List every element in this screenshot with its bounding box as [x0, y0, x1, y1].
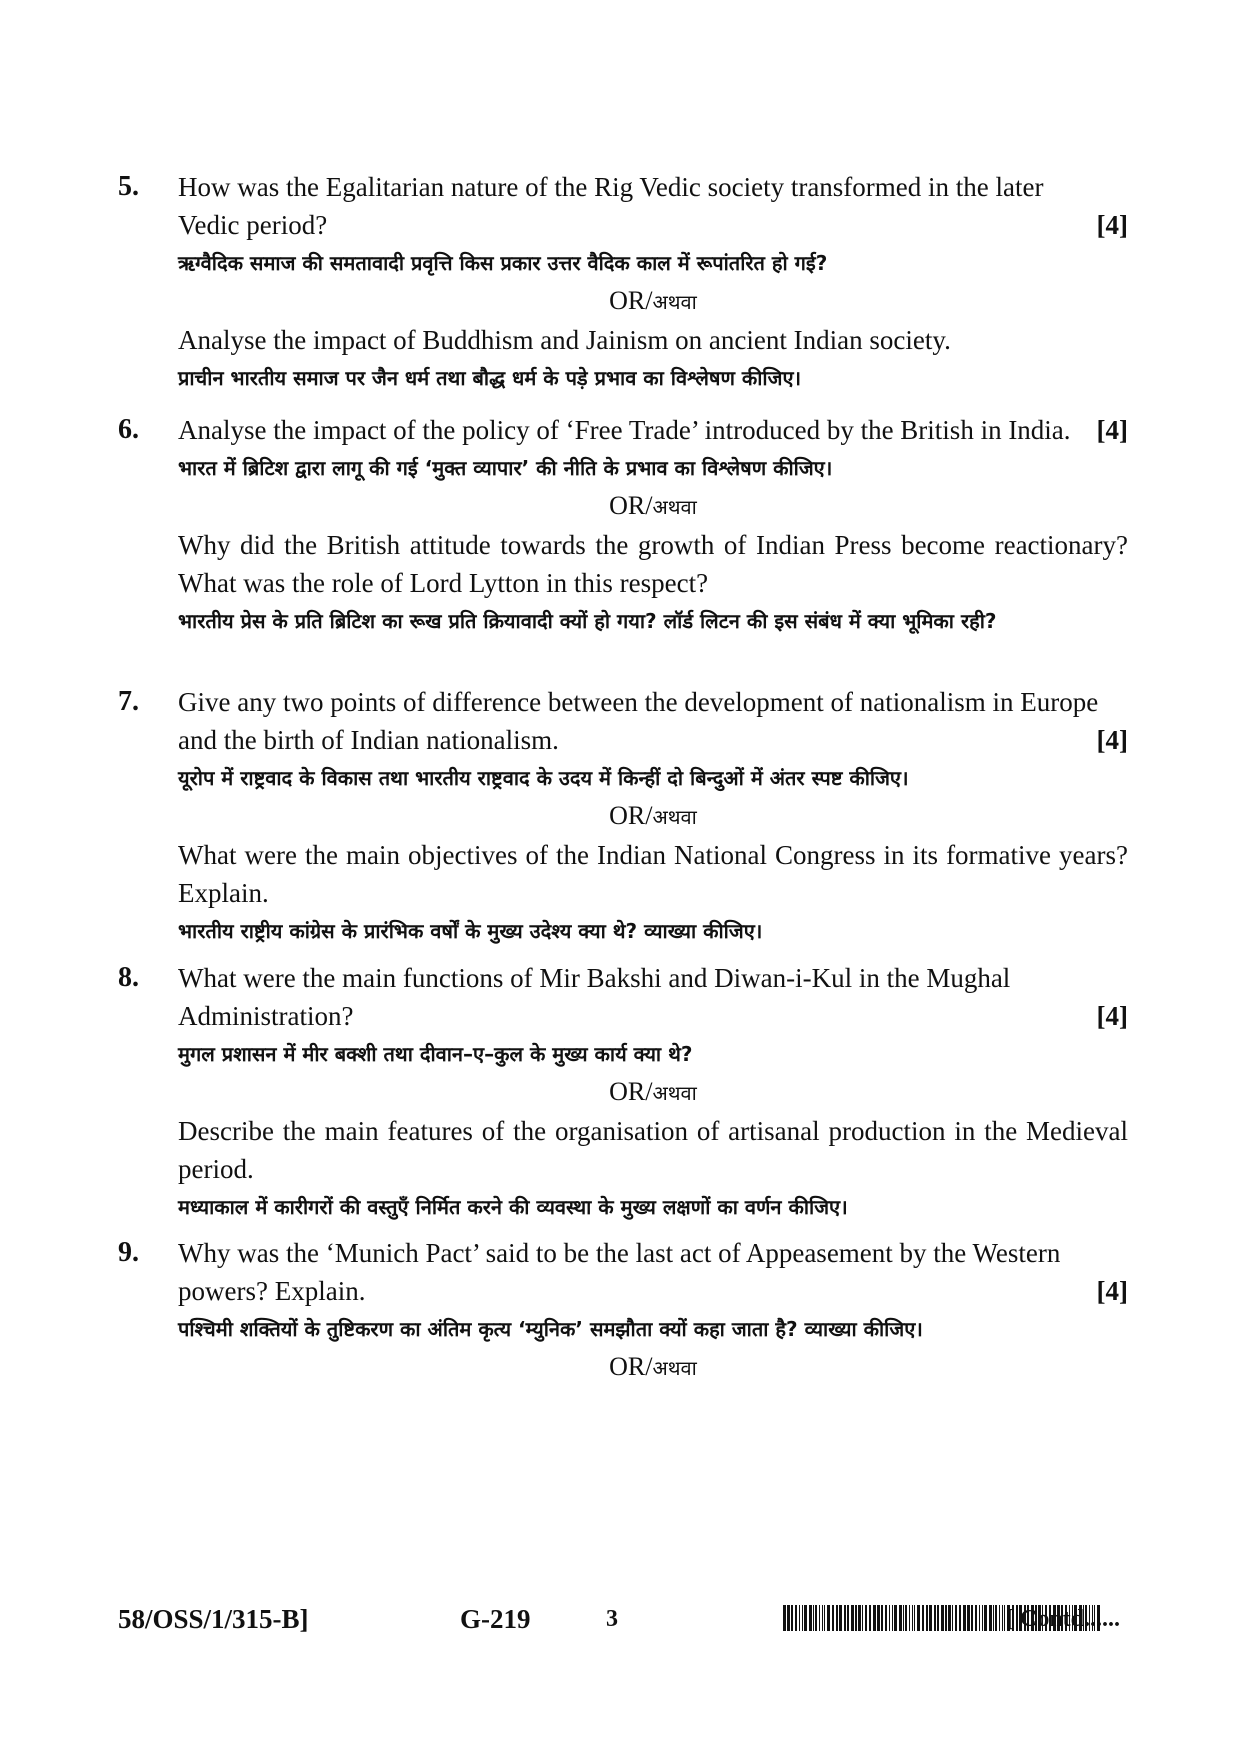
question-text-line: How was the Egalitarian nature of the Rig Vedic society transformed in the later	[178, 172, 1044, 202]
or-separator: OR/अथवा	[609, 491, 697, 520]
alternative-question-text: Analyse the impact of Buddhism and Jainism on ancient Indian society.	[178, 325, 951, 355]
alternative-question-hindi: भारतीय प्रेस के प्रति ब्रिटिश का रूख प्रति क्रियावादी क्यों हो गया? लॉर्ड लिटन की इस संबंध में क्या भूमिका रही?	[178, 609, 997, 633]
or-separator: OR/अथवा	[609, 286, 697, 315]
question-7	[118, 683, 1128, 950]
paper-code: 58/OSS/1/315-B]	[118, 1604, 309, 1634]
question-text-line: Why was the ‘Munich Pact’ said to be the last act of Appeasement by the Western	[178, 1238, 1061, 1268]
question-9	[118, 1234, 1128, 1387]
question-text-line: Vedic period?	[178, 210, 328, 240]
question-text-hindi: यूरोप में राष्ट्रवाद के विकास तथा भारतीय राष्ट्रवाद के उदय में किन्हीं दो बिन्दुओं में अंतर स्पष्ट कीजिए।	[178, 766, 909, 790]
question-text-hindi: ऋग्वैदिक समाज की समतावादी प्रवृत्ति किस प्रकार उत्तर वैदिक काल में रूपांतरित हो गई?	[178, 251, 828, 275]
question-text-line: What were the main functions of Mir Bakshi and Diwan-i-Kul in the Mughal	[178, 963, 1011, 993]
marks: [4]	[1096, 415, 1128, 445]
question-6	[118, 411, 1128, 640]
question-text-line: and the birth of Indian nationalism.	[178, 725, 559, 755]
question-text-line: Administration?	[178, 1001, 354, 1031]
or-separator: OR/अथवा	[609, 801, 697, 830]
or-separator: OR/अथवा	[609, 1352, 697, 1381]
page-number: 3	[606, 1606, 618, 1632]
question-text-line: Analyse the impact of the policy of ‘Free Trade’ introduced by the British in India.	[178, 415, 1071, 445]
question-text-hindi: पश्चिमी शक्तियों के तुष्टिकरण का अंतिम कृत्य ‘म्युनिक’ समझौता क्यों कहा जाता है? व्याख्या कीजिए।	[178, 1317, 923, 1341]
alternative-question-text: Why did the British attitude towards the growth of Indian Press become reactionary? What was the role of Lord Lytton in this respect?	[178, 530, 1128, 598]
question-number: 7.	[118, 686, 139, 717]
alternative-question-text: Describe the main features of the organisation of artisanal production in the Medieval period.	[178, 1116, 1128, 1184]
question-8	[118, 959, 1128, 1226]
alternative-question-hindi: प्राचीन भारतीय समाज पर जैन धर्म तथा बौद्ध धर्म के पड़े प्रभाव का विश्लेषण कीजिए।	[178, 366, 802, 390]
question-text-hindi: मुगल प्रशासन में मीर बक्शी तथा दीवान–ए–कुल के मुख्य कार्य क्या थे?	[178, 1042, 693, 1066]
question-number: 8.	[118, 962, 139, 993]
series-code: G-219	[460, 1604, 531, 1634]
continued-label: [ Contd......	[1006, 1606, 1121, 1632]
marks: [4]	[1096, 210, 1128, 240]
question-text-line: powers? Explain.	[178, 1276, 366, 1306]
marks: [4]	[1096, 725, 1128, 755]
or-separator: OR/अथवा	[609, 1077, 697, 1106]
question-text-line: Give any two points of difference between the development of nationalism in Europe	[178, 687, 1099, 717]
question-number: 5.	[118, 171, 139, 202]
question-number: 6.	[118, 414, 139, 445]
alternative-question-text: What were the main objectives of the Indian National Congress in its formative years? Explain.	[178, 840, 1128, 908]
question-text-hindi: भारत में ब्रिटिश द्वारा लागू की गई ‘मुक्त व्यापार’ की नीति के प्रभाव का विश्लेषण कीजिए।	[178, 456, 833, 480]
question-5	[118, 168, 1128, 397]
marks: [4]	[1096, 1001, 1128, 1031]
question-number: 9.	[118, 1237, 139, 1268]
page-footer	[118, 1599, 1128, 1639]
marks: [4]	[1096, 1276, 1128, 1306]
alternative-question-hindi: मध्याकाल में कारीगरों की वस्तुएँ निर्मित करने की व्यवस्था के मुख्य लक्षणों का वर्णन कीजिए।	[178, 1195, 848, 1219]
alternative-question-hindi: भारतीय राष्ट्रीय कांग्रेस के प्रारंभिक वर्षों के मुख्य उदेश्य क्या थे? व्याख्या कीजिए।	[178, 919, 763, 943]
